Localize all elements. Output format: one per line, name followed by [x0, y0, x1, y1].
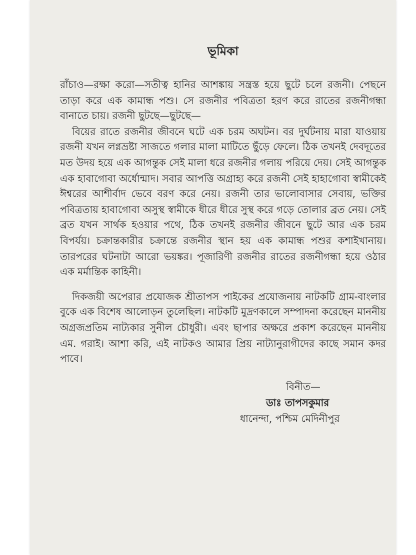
paragraph-3: দিকজয়ী অপেরার প্রযোজক শ্রীতাপস পাইকের প্রযোজনায় নাটকটি গ্রাম-বাংলার বুকে এক বিশেষ আলোড়ন তুলেছিল। নাটকটি মুদ্রণকালে সম্পাদনা করেছেন মাননীয় অগ্রজপ্রতিম নাট্যকার সুনীল চৌধুরী। এবং ছাপার অক্ষরে প্রকাশ করেছেন মাননীয় এম. গরাই। আশা করি, এই নাটকও আমার প্রিয় নাট্যানুরাগীদের কাছে সমান কদর পাবে।	[60, 291, 386, 366]
signature-closing: বিনীত—	[286, 381, 321, 393]
page-title: ভূমিকা	[207, 44, 239, 58]
signature-address: ধানেন্দা, পশ্চিম মেদিনীপুর	[240, 413, 340, 425]
signature-block	[240, 380, 386, 428]
page-content	[60, 10, 386, 428]
paragraph-2: বিয়ের রাতে রজনীর জীবনে ঘটে এক চরম অঘটন। বর দুর্ঘটনায় মারা যাওয়ায় রজনী যখন লগ্নভ্রষ্টা সাজতে গলার মালা মাটিতে ছুঁড়ে ফেলে। ঠিক তখনই দেবদূতের মত উদয় হয়ে এক আগন্তুক সেই মালা ধরে রজনীর গলায় পরিয়ে দেয়। সেই আগন্তুক এক হাবাগোবা অর্ধোন্মাদ। সবার আপত্তি অগ্রাহ্য করে রজনী সেই হাহাগোবা স্বামীকেই ঈশ্বরের আশীর্বাদ ভেবে বরণ করে নেয়। রজনী তার ভালোবাসার সেবায়, ভক্তির পবিত্রতায় হাবাগোবা অসুস্থ স্বামীকে ধীরে ধীরে সুস্থ করে গড়ে তোলার ব্রত নেয়। সেই ব্রত যখন সার্থক হওয়ার পথে, ঠিক তখনই রজনীর জীবনে ছুটে আর এক চরম বিপর্যয়। চক্রান্তকারীর চক্রান্তে রজনীর স্থান হয় এক কামান্ধ পশুর কশাইখানায়। তারপরের ঘটনাটা আরো ভয়ঙ্কর। পূজারিণী রজনীর রাতের রজনীগন্ধা হয়ে ওঠার এক মর্মান্তিক কাহিনী।	[60, 126, 386, 279]
signature-name: ডাঃ তাপসকুমার	[266, 397, 330, 409]
paragraph-1: রাঁচাও—রক্ষা করো—সতীত্ব হানির আশঙ্কায় সন্ত্রস্ত হয়ে ছুটে চলে রজনী। পেছনে তাড়া করে এক কামান্ধ পশু। সে রজনীর পবিত্রতা হরণ করে রাতের রজনীগন্ধা বানাতে চায়। রজনী ছুটছে—ছুটছে—	[60, 80, 386, 123]
book-page	[30, 0, 396, 555]
